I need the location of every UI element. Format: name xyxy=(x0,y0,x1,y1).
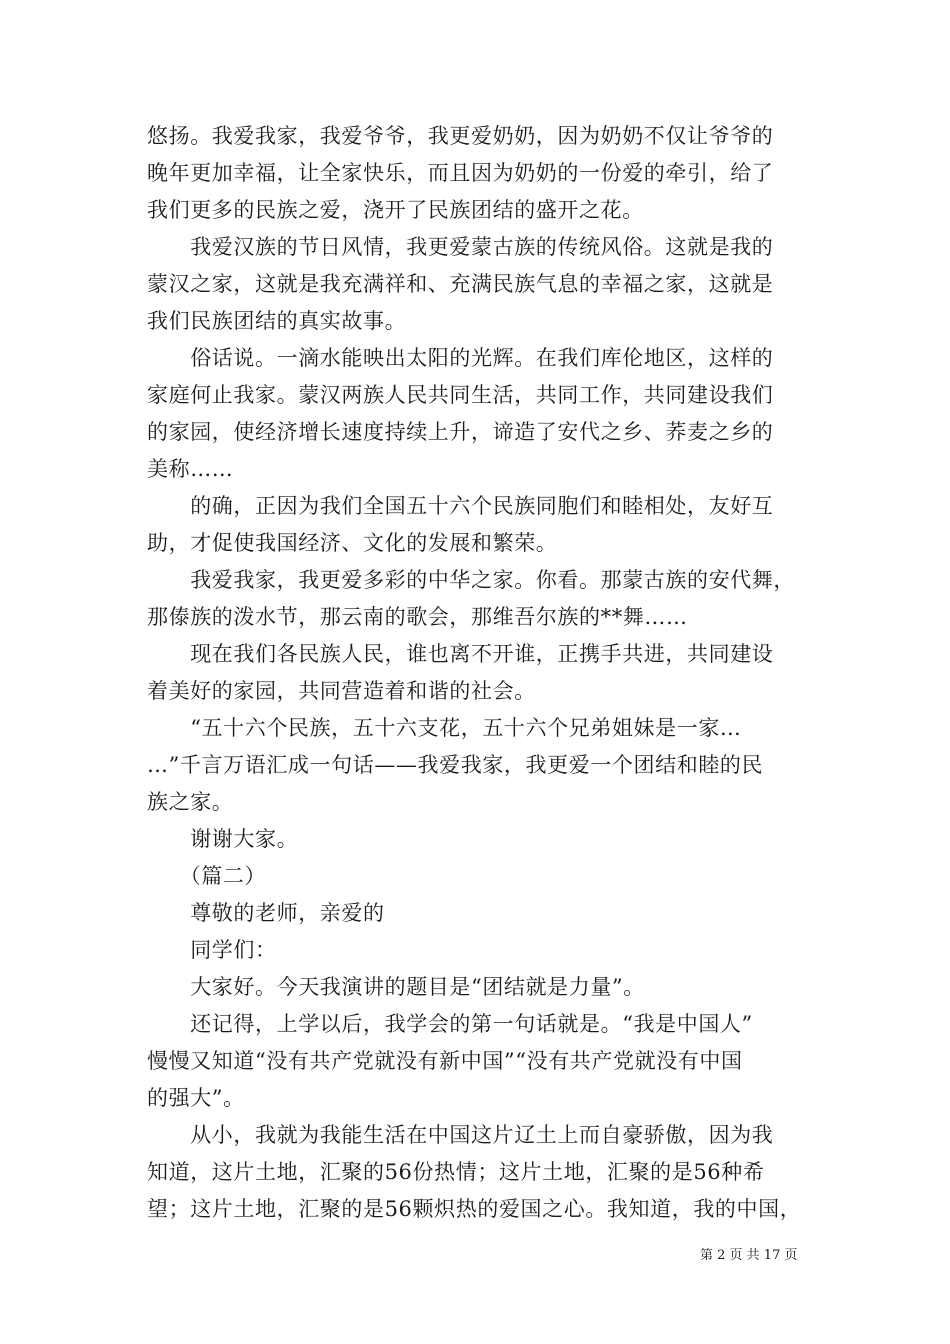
text-line: 尊敬的老师，亲爱的 xyxy=(147,901,385,925)
text-line: 着美好的家园，共同营造着和谐的社会。 xyxy=(147,679,536,703)
text-line: …”千言万语汇成一句话——我爱我家，我更爱一个团结和睦的民 xyxy=(147,753,764,777)
text-line: 从小，我就为我能生活在中国这片辽土上而自豪骄傲，因为我 xyxy=(147,1123,774,1147)
text-line: 我爱我家，我更爱多彩的中华之家。你看。那蒙古族的安代舞， xyxy=(147,568,795,592)
text-line: 族之家。 xyxy=(147,790,234,814)
text-line: 我们更多的民族之爱，浇开了民族团结的盛开之花。 xyxy=(147,198,644,222)
page-number-footer: 第 2 页 共 17 页 xyxy=(700,1248,798,1263)
text-line: 俗话说。一滴水能映出太阳的光辉。在我们库伦地区，这样的 xyxy=(147,346,774,370)
text-line: 的确，正因为我们全国五十六个民族同胞们和睦相处，友好互 xyxy=(147,494,774,518)
text-line: 慢慢又知道“没有共产党就没有新中国”“没有共产党就没有中国 xyxy=(147,1049,743,1073)
text-line: 现在我们各民族人民，谁也离不开谁，正携手共进，共同建设 xyxy=(147,642,774,666)
text-line: 蒙汉之家，这就是我充满祥和、充满民族气息的幸福之家，这就是 xyxy=(147,272,774,296)
text-line: 望；这片土地，汇聚的是56颗炽热的爱国之心。我知道，我的中国， xyxy=(147,1197,802,1221)
text-line: “五十六个民族，五十六支花，五十六个兄弟姐妹是一家… xyxy=(147,716,742,740)
text-line: 我们民族团结的真实故事。 xyxy=(147,309,407,333)
text-line: 悠扬。我爱我家，我爱爷爷，我更爱奶奶，因为奶奶不仅让爷爷的 xyxy=(147,124,774,148)
text-line: 助，才促使我国经济、文化的发展和繁荣。 xyxy=(147,531,558,555)
text-line: 的家园，使经济增长速度持续上升，谛造了安代之乡、荞麦之乡的 xyxy=(147,420,774,444)
text-line: 晚年更加幸福，让全家快乐，而且因为奶奶的一份爱的牵引，给了 xyxy=(147,161,774,185)
text-line: 我爱汉族的节日风情，我更爱蒙古族的传统风俗。这就是我的 xyxy=(147,235,774,259)
text-line: 还记得，上学以后，我学会的第一句话就是。“我是中国人” xyxy=(147,1012,753,1036)
text-line: 谢谢大家。 xyxy=(147,827,299,851)
text-line: 美称…… xyxy=(147,457,234,481)
text-line: 大家好。今天我演讲的题目是“团结就是力量”。 xyxy=(147,975,645,999)
text-line: 知道，这片土地，汇聚的56份热情；这片土地，汇聚的是56种希 xyxy=(147,1160,765,1184)
text-line: 同学们： xyxy=(147,938,277,962)
section-heading: （篇二） xyxy=(147,864,267,888)
text-line: 的强大”。 xyxy=(147,1086,245,1110)
text-line: 家庭何止我家。蒙汉两族人民共同生活，共同工作，共同建设我们 xyxy=(147,383,774,407)
text-line: 那傣族的泼水节，那云南的歌会，那维吾尔族的**舞…… xyxy=(147,605,688,629)
